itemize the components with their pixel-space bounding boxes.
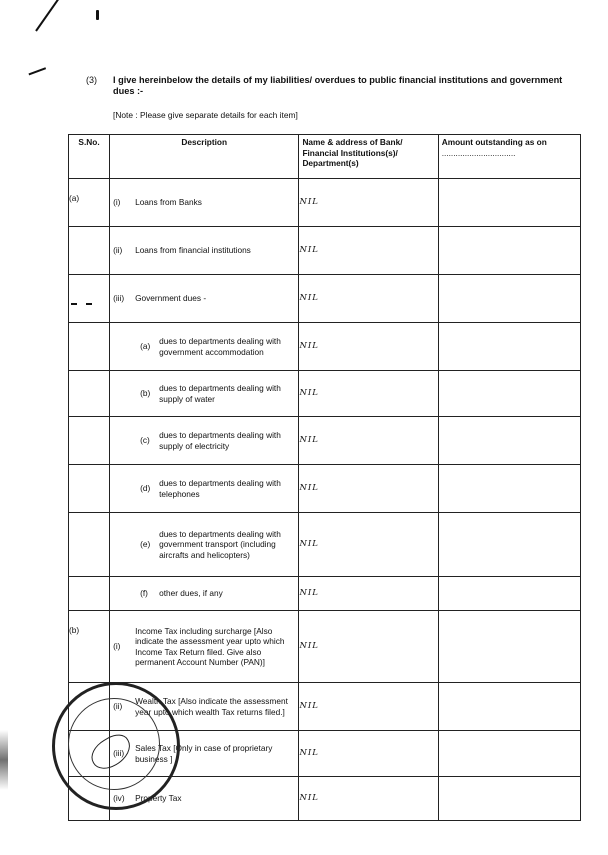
table-row — [69, 323, 581, 371]
header-amount-dots: ................................ — [441, 147, 516, 158]
header-amount-label: Amount outstanding as on — [441, 137, 547, 147]
roman-numeral: (iii) — [113, 748, 125, 759]
description-text: dues to departments dealing with government accommodation — [159, 336, 281, 357]
pen-scribble — [28, 67, 49, 84]
cell-description — [110, 577, 299, 611]
cell-description — [110, 179, 299, 227]
table-row — [69, 417, 581, 465]
margin-dash — [71, 303, 77, 305]
cell-amount — [438, 275, 580, 323]
cell-amount — [438, 513, 580, 577]
cell-amount — [438, 577, 580, 611]
table-row — [69, 275, 581, 323]
roman-numeral: (i) — [113, 641, 121, 652]
description-text: Government dues - — [135, 293, 207, 304]
cell-amount — [438, 731, 580, 777]
sub-letter: (f) — [140, 588, 148, 599]
cell-amount — [438, 611, 580, 683]
sub-letter: (c) — [140, 435, 150, 446]
cell-name-address: NIL — [299, 417, 438, 465]
cell-name-address: NIL — [299, 179, 438, 227]
roman-numeral: (ii) — [113, 701, 123, 712]
cell-amount — [438, 179, 580, 227]
table-row — [69, 577, 581, 611]
scan-edge — [0, 730, 8, 790]
intro-text: I give hereinbelow the details of my liabilities/ overdues to public financial institutions and government dues :- — [113, 75, 563, 96]
cell-description — [110, 323, 299, 371]
cell-description — [110, 465, 299, 513]
description-text: Income Tax including surcharge [Also indicate the assessment year upto which Income Tax Return filed. Give also permanent Account Number (PAN)] — [135, 625, 285, 667]
item-number: (3) — [86, 75, 97, 85]
cell-amount — [438, 417, 580, 465]
cell-name-address: NIL — [299, 611, 438, 683]
pen-stroke — [35, 0, 64, 32]
header-amount — [438, 135, 580, 179]
roman-numeral: (i) — [113, 197, 121, 208]
description-text: dues to departments dealing with supply of water — [159, 383, 281, 404]
table-row — [69, 227, 581, 275]
roman-numeral: (ii) — [113, 245, 123, 256]
table-row — [69, 611, 581, 683]
cell-description — [110, 417, 299, 465]
cell-description — [110, 275, 299, 323]
cell-name-address: NIL — [299, 577, 438, 611]
sub-letter: (b) — [140, 388, 151, 399]
cell-sno: (a) — [69, 179, 110, 227]
sub-letter: (d) — [140, 483, 151, 494]
cell-amount — [438, 227, 580, 275]
description-text: dues to departments dealing with supply of electricity — [159, 430, 281, 451]
cell-sno — [69, 227, 110, 275]
cell-name-address: NIL — [299, 465, 438, 513]
cell-name-address: NIL — [299, 275, 438, 323]
cell-sno — [69, 513, 110, 577]
cell-description — [110, 513, 299, 577]
table-row — [69, 371, 581, 417]
description-text: Loans from financial institutions — [135, 245, 251, 256]
cell-amount — [438, 371, 580, 417]
cell-name-address: NIL — [299, 513, 438, 577]
description-text: Wealth Tax [Also indicate the assessment year upto which wealth Tax returns filed.] — [135, 696, 288, 717]
cell-name-address: NIL — [299, 323, 438, 371]
table-header-row — [69, 135, 581, 179]
cell-sno — [69, 371, 110, 417]
sub-letter: (e) — [140, 539, 151, 550]
header-sno: S.No. — [69, 135, 110, 179]
description-text: dues to departments dealing with government transport (including aircrafts and helicopters) — [159, 528, 281, 560]
cell-sno — [69, 577, 110, 611]
cell-sno — [69, 417, 110, 465]
cell-name-address: NIL — [299, 731, 438, 777]
margin-dash — [86, 303, 92, 305]
cell-description — [110, 371, 299, 417]
cell-amount — [438, 777, 580, 821]
roman-numeral: (iii) — [113, 293, 125, 304]
cell-sno — [69, 275, 110, 323]
header-name-address: Name & address of Bank/ Financial Institutions(s)/ Department(s) — [299, 135, 438, 179]
cell-name-address: NIL — [299, 227, 438, 275]
cell-sno: (b) — [69, 611, 110, 683]
cell-sno — [69, 465, 110, 513]
cell-name-address: NIL — [299, 371, 438, 417]
note-text: [Note : Please give separate details for each item] — [113, 110, 298, 120]
description-text: Sales Tax [Only in case of proprietary business ] — [135, 743, 273, 764]
description-text: Property Tax — [135, 793, 182, 804]
description-text: Loans from Banks — [135, 197, 202, 208]
scan-mark — [96, 10, 99, 20]
sub-letter: (a) — [140, 341, 151, 352]
cell-sno — [69, 323, 110, 371]
cell-description — [110, 611, 299, 683]
cell-name-address: NIL — [299, 683, 438, 731]
header-description: Description — [110, 135, 299, 179]
cell-description — [110, 227, 299, 275]
cell-amount — [438, 683, 580, 731]
roman-numeral: (iv) — [113, 793, 125, 804]
cell-amount — [438, 323, 580, 371]
table-row — [69, 179, 581, 227]
table-row — [69, 465, 581, 513]
cell-name-address: NIL — [299, 777, 438, 821]
description-text: dues to departments dealing with telephones — [159, 478, 281, 499]
description-text: other dues, if any — [159, 588, 223, 599]
cell-amount — [438, 465, 580, 513]
table-row — [69, 513, 581, 577]
